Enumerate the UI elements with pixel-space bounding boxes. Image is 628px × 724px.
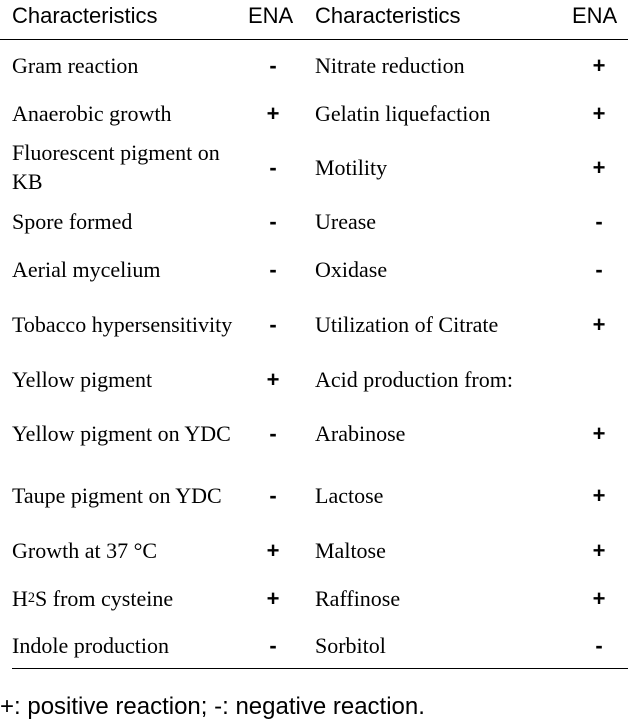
ena-result-cell: +: [592, 154, 606, 180]
characteristic-cell: Tobacco hypersensitivity: [12, 312, 233, 337]
table-bottom-rule: [12, 668, 628, 669]
characteristic-cell: Nitrate reduction: [315, 52, 465, 78]
ena-result-cell: -: [269, 154, 277, 180]
ena-result-cell: -: [595, 256, 603, 282]
table-row: [0, 574, 628, 622]
ena-result-cell: +: [592, 100, 606, 126]
characteristic-cell: Anaerobic growth: [12, 100, 172, 126]
characteristic-cell: Lactose: [315, 483, 384, 508]
ena-result-cell: +: [266, 538, 280, 563]
characteristic-cell: Growth at 37 °C: [12, 538, 158, 563]
ena-result-cell: -: [269, 483, 277, 508]
characteristic-cell: Yellow pigment on YDC: [12, 421, 231, 446]
header-ena-left: ENA: [248, 3, 294, 28]
table-row: [0, 356, 628, 403]
table-row: [0, 245, 628, 293]
ena-result-cell: +: [592, 312, 606, 337]
characteristic-cell: Indole production: [12, 632, 170, 658]
ena-result-cell: +: [592, 585, 606, 611]
table-header: [0, 0, 628, 40]
ena-result-cell: [584, 356, 614, 403]
header-characteristics-left: Characteristics: [12, 3, 158, 28]
ena-result-cell: +: [592, 52, 606, 78]
header-characteristics-right: Characteristics: [315, 3, 461, 28]
characteristic-cell: Fluorescent pigment on KB: [12, 140, 220, 194]
characteristic-cell: Taupe pigment on YDC: [12, 483, 222, 508]
characteristic-cell: Spore formed: [12, 209, 133, 234]
table-row: [0, 293, 628, 356]
table-row: [0, 403, 628, 464]
ena-result-cell: +: [266, 585, 280, 611]
characteristic-cell: Urease: [315, 209, 377, 234]
ena-result-cell: +: [266, 367, 280, 392]
characteristic-cell: Raffinose: [315, 585, 401, 611]
table-row: [0, 40, 628, 90]
characteristic-cell: Oxidase: [315, 256, 388, 282]
header-ena-right: ENA: [572, 3, 618, 28]
ena-result-cell: +: [592, 421, 606, 446]
h2s-rest: S from cysteine: [35, 585, 174, 611]
ena-result-cell: +: [592, 483, 606, 508]
ena-result-cell: -: [269, 209, 277, 234]
table-row: [0, 136, 628, 198]
ena-result-cell: -: [269, 632, 277, 658]
table-row: [0, 622, 628, 668]
characteristic-cell: Sorbitol: [315, 632, 386, 658]
ena-result-cell: +: [266, 100, 280, 126]
characteristic-cell: Arabinose: [315, 421, 406, 446]
table-row: [0, 90, 628, 136]
characteristic-cell: H 2 S from cysteine: [12, 585, 174, 611]
ena-result-cell: -: [269, 52, 277, 78]
ena-result-cell: -: [595, 632, 603, 658]
table-body: [0, 40, 628, 668]
h2s-h: H: [12, 585, 28, 611]
table-row: [0, 527, 628, 574]
characteristic-cell: Acid production from:: [315, 367, 513, 392]
characteristic-cell: Motility: [315, 154, 388, 180]
characteristic-cell: Yellow pigment: [12, 367, 153, 392]
characteristic-cell: Gelatin liquefaction: [315, 100, 491, 126]
characteristic-cell: Maltose: [315, 538, 386, 563]
ena-result-cell: -: [595, 209, 603, 234]
characteristic-cell: Utilization of Citrate: [315, 312, 499, 337]
table-row: [0, 464, 628, 527]
characteristic-cell: Gram reaction: [12, 52, 139, 78]
table-row: [0, 198, 628, 245]
ena-result-cell: +: [592, 538, 606, 563]
ena-result-cell: -: [269, 421, 277, 446]
ena-result-cell: -: [269, 312, 277, 337]
characteristic-cell: Aerial mycelium: [12, 256, 161, 282]
ena-result-cell: -: [269, 256, 277, 282]
table-footnote: +: positive reaction; -: negative reaction.: [0, 693, 425, 720]
